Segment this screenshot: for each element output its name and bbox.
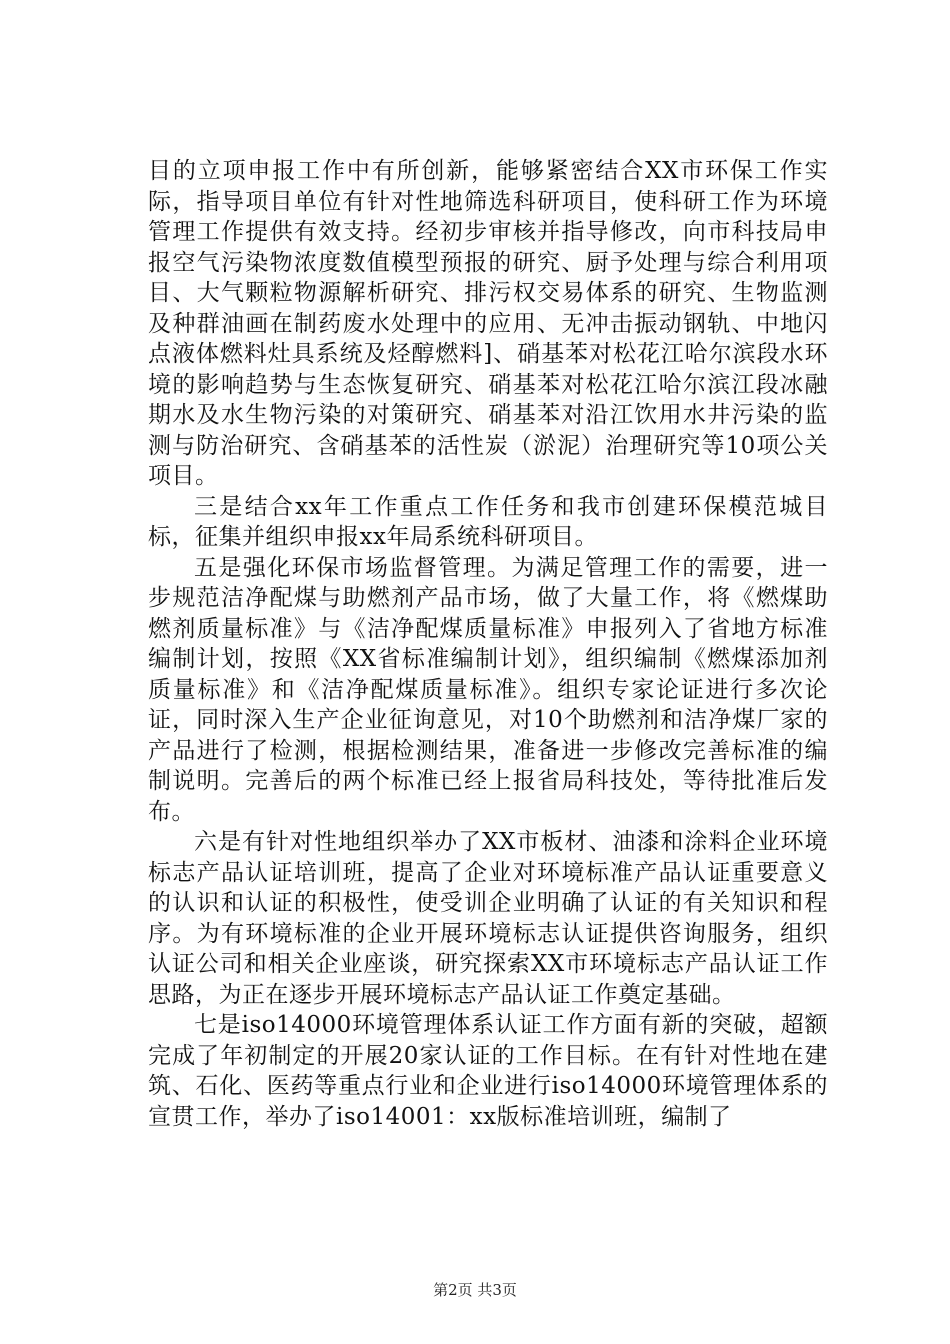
paragraph-item-five: 五是强化环保市场监督管理。为满足管理工作的需要，进一步规范洁净配煤与助燃剂产品市场，做了大量工作，将《燃煤助燃剂质量标准》与《洁净配煤质量标准》申报列入了省地方标准编制计划，按照《XX省标准编制计划》，组织编制《燃煤添加剂质量标准》和《洁净配煤质量标准》。组织专家论证进行多次论证，同时深入生产企业征询意见，对10个助燃剂和洁净煤厂家的产品进行了检测，根据检测结果，准备进一步修改完善标准的编制说明。完善后的两个标准已经上报省局科技处，等待批准后发布。: [148, 554, 828, 825]
paragraph-item-six: 六是有针对性地组织举办了XX市板材、油漆和涂料企业环境标志产品认证培训班，提高了企业对环境标准产品认证重要意义的认识和认证的积极性，使受训企业明确了认证的有关知识和程序。为有环境标准的企业开展环境标志认证提供咨询服务，组织认证公司和相关企业座谈，研究探索XX市环境标志产品认证工作思路，为正在逐步开展环境标志产品认证工作奠定基础。: [148, 829, 828, 1008]
page-footer: 第2页 共3页: [433, 1281, 517, 1299]
paragraph-continuation: 目的立项申报工作中有所创新，能够紧密结合XX市环保工作实际，指导项目单位有针对性地筛选科研项目，使科研工作为环境管理工作提供有效支持。经初步审核并指导修改，向市科技局申报空气污染物浓度数值模型预报的研究、厨予处理与综合利用项目、大气颗粒物源解析研究、排污权交易体系的研究、生物监测及种群油画在制药废水处理中的应用、无冲击振动钢轨、中地闪点液体燃料灶具系统及烃醇燃料]、硝基苯对松花江哈尔滨段水环境的影响趋势与生态恢复研究、硝基苯对松花江哈尔滨江段冰融期水及水生物污染的对策研究、硝基苯对沿江饮用水井污染的监测与防治研究、含硝基苯的活性炭（淤泥）治理研究等10项公关项目。: [148, 158, 828, 489]
document-body: [148, 156, 828, 1132]
paragraph-item-three: 三是结合xx年工作重点工作任务和我市创建环保模范城目标，征集并组织申报xx年局系统科研项目。: [148, 493, 828, 550]
paragraph-item-seven: 七是iso14000环境管理体系认证工作方面有新的突破，超额完成了年初制定的开展20家认证的工作目标。在有针对性地在建筑、石化、医药等重点行业和企业进行iso14000环境管理体系的宣贯工作，举办了iso14001：xx版标准培训班，编制了: [148, 1012, 828, 1130]
